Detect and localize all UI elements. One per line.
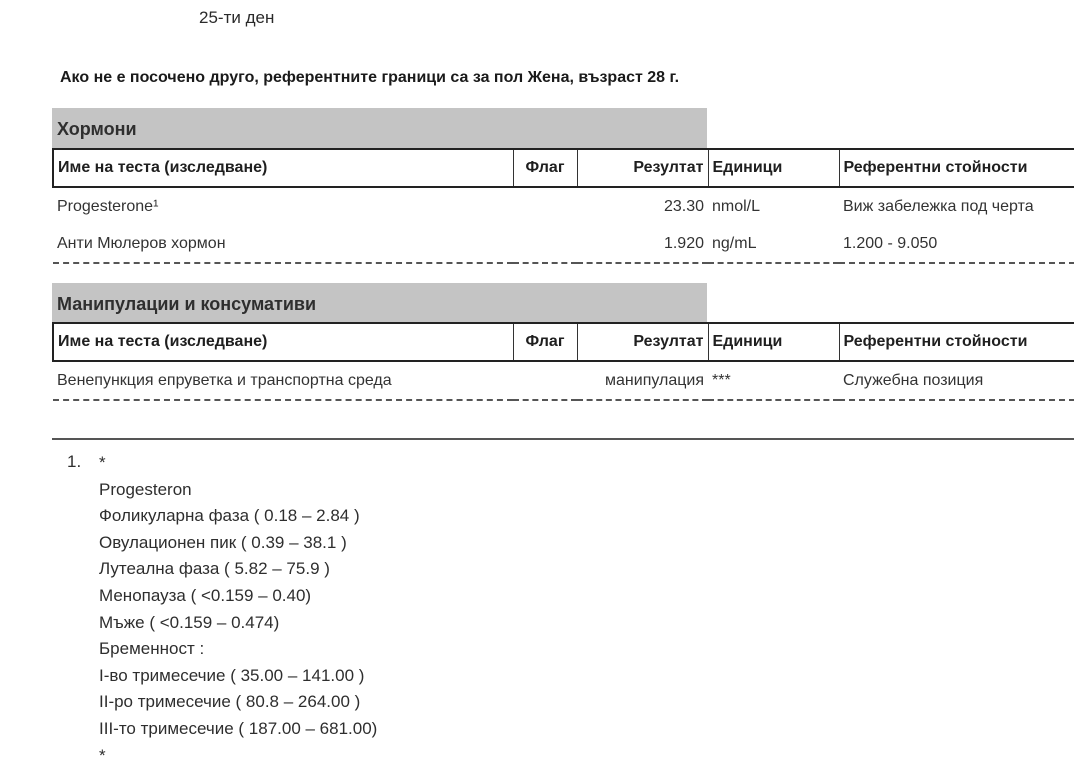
- table-row: [53, 361, 1074, 400]
- column-header-name: Име на теста (изследване): [53, 149, 513, 187]
- test-result: 23.30: [663, 197, 704, 215]
- footnote-line: Бременност :: [99, 639, 205, 659]
- footnote-line: III-то тримесечие ( 187.00 – 681.00): [99, 718, 378, 738]
- test-reference: Служебна позиция: [839, 361, 1074, 400]
- test-result: 1.920: [577, 225, 708, 263]
- table-row: [53, 225, 1074, 263]
- footnote-line: Овулационен пик ( 0.39 – 38.1 ): [99, 532, 347, 552]
- column-header-flag: Флаг: [513, 149, 577, 187]
- reference-note: Ако не е посочено друго, референтните граници са за пол Жена, възраст 28 г.: [60, 69, 680, 86]
- test-flag: [513, 361, 577, 400]
- test-flag: [513, 225, 577, 263]
- test-flag: [513, 187, 577, 225]
- column-header-flag: Флаг: [513, 323, 577, 361]
- test-name: Анти Мюлеров хормон: [53, 225, 513, 263]
- column-header-reference: Референтни стойности: [839, 149, 1074, 187]
- column-header-result: Резултат: [577, 323, 708, 361]
- footnote-line: *: [99, 453, 106, 472]
- test-units: ***: [708, 361, 839, 400]
- column-header-reference: Референтни стойности: [839, 323, 1074, 361]
- table-header-row: [53, 149, 1074, 187]
- test-name: Progesterone¹: [57, 197, 159, 215]
- footnote-line: Менопауза ( <0.159 – 0.40): [99, 585, 312, 605]
- test-reference: Виж забележка под черта: [843, 197, 1034, 215]
- footnote-body: [99, 452, 377, 771]
- footnote-line: I-во тримесечие ( 35.00 – 141.00 ): [99, 665, 365, 685]
- test-units: ng/mL: [708, 225, 839, 263]
- section-title-hormones: Хормони: [52, 108, 707, 148]
- test-units: nmol/L: [712, 197, 761, 215]
- section-title-manipulations: Манипулации и консумативи: [52, 283, 707, 323]
- column-header-name: Име на теста (изследване): [53, 323, 513, 361]
- test-name: Венепункция епруветка и транспортна среда: [53, 361, 513, 400]
- column-header-units: Единици: [708, 323, 839, 361]
- footnote-line: Фоликуларна фаза ( 0.18 – 2.84 ): [99, 506, 360, 526]
- footnote-line: Мъже ( <0.159 – 0.474): [99, 612, 280, 632]
- footnote-divider: [52, 438, 1074, 440]
- hormones-table: [52, 148, 1074, 264]
- footnote-line: *: [99, 745, 106, 765]
- footnote-line: Лутеална фаза ( 5.82 – 75.9 ): [99, 559, 330, 579]
- footnote-line: II-ро тримесечие ( 80.8 – 264.00 ): [99, 692, 361, 712]
- column-header-result: Резултат: [577, 149, 708, 187]
- footnote-line: Progesteron: [99, 479, 192, 499]
- cycle-day-label: 25-ти ден: [199, 8, 275, 27]
- manipulations-table: [52, 322, 1074, 401]
- footnote-number: 1.: [67, 452, 82, 471]
- test-result: манипулация: [577, 361, 708, 400]
- table-header-row: [53, 323, 1074, 361]
- column-header-units: Единици: [708, 149, 839, 187]
- test-reference: 1.200 - 9.050: [839, 225, 1074, 263]
- table-row: [53, 187, 1074, 225]
